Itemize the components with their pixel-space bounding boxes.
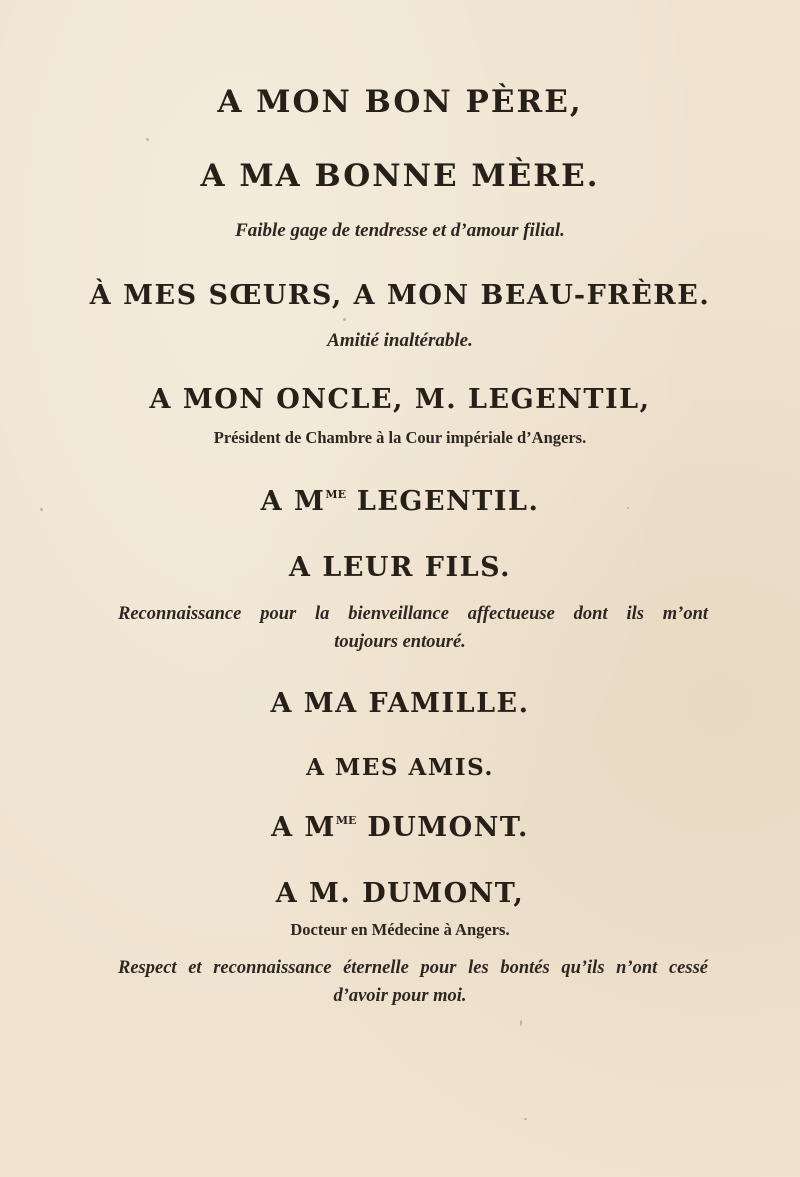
aunt-sup: ME	[325, 488, 346, 501]
aunt-name: LEGENTIL.	[345, 486, 540, 517]
paper-speck	[520, 1020, 522, 1026]
paper-speck	[146, 138, 149, 141]
dumont-note-line2: d’avoir pour moi.	[333, 986, 467, 1006]
dumont-note-line1: Respect et reconnaissance éternelle pour les bontés qu’ils n’ont cessé	[118, 958, 708, 978]
paper-speck	[524, 1118, 527, 1120]
dumont-title: Docteur en Médecine à Angers.	[290, 920, 510, 939]
dedication-son: A LEUR FILS.	[288, 552, 512, 583]
dumont-wife-name: DUMONT.	[356, 812, 529, 843]
dedication-family: A MA FAMILLE.	[270, 688, 530, 719]
dedication-aunt	[0, 486, 800, 517]
dedication-dumont-wife	[0, 812, 800, 843]
uncle-title: Président de Chambre à la Cour impériale d’Angers.	[213, 428, 587, 447]
dumont-wife-sup: ME	[335, 814, 357, 827]
dedication-father: A MON BON PÈRE,	[217, 84, 583, 120]
uncle-note-line1: Reconnaissance pour la bienveillance affectueuse dont ils m’ont	[118, 604, 708, 624]
uncle-note-line2: toujours entouré.	[334, 632, 466, 652]
dumont-wife-prefix: A M	[271, 812, 336, 843]
parents-note: Faible gage de tendresse et d’amour filial.	[235, 220, 565, 241]
dedication-friends: A MES AMIS.	[306, 754, 494, 781]
dedication-sisters: À MES SŒURS, A MON BEAU-FRÈRE.	[89, 280, 711, 311]
paper-speck	[40, 508, 43, 511]
aunt-prefix: A M	[260, 486, 326, 517]
dedication-mother: A MA BONNE MÈRE.	[200, 158, 600, 194]
paper-speck	[343, 318, 346, 321]
paper-speck	[627, 507, 629, 509]
dedication-dumont: A M. DUMONT,	[275, 878, 525, 909]
sisters-note: Amitié inaltérable.	[327, 330, 473, 351]
dedication-uncle: A MON ONCLE, M. LEGENTIL,	[149, 384, 651, 415]
